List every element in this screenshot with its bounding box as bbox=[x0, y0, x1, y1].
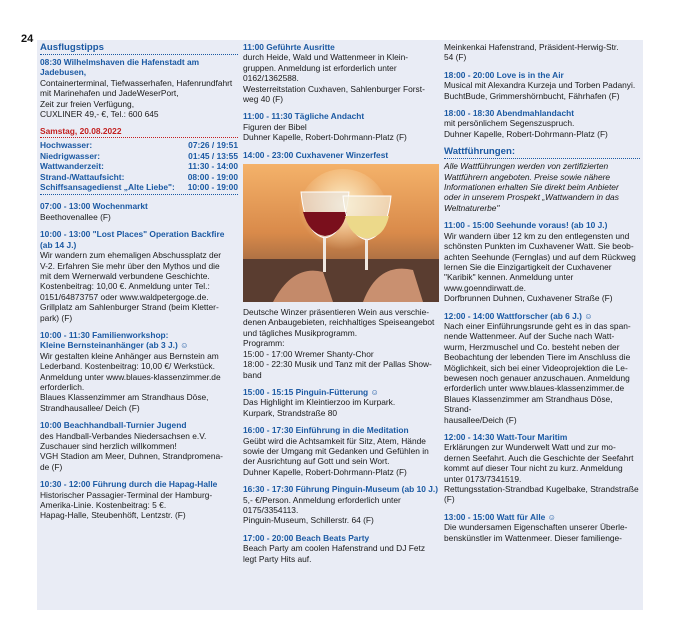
event-title: 17:00 - 20:00 Beach Beats Party bbox=[243, 532, 370, 543]
event-title: 10:30 - 12:00 Führung durch die Hapag-Halle bbox=[40, 479, 218, 490]
event-title: 14:00 - 23:00 Cuxhavener Winzerfest bbox=[243, 149, 389, 160]
event-body: Deutsche Winzer präsentieren Wein aus verschie- denen Anbaugebieten, reichhaltiges Speiseangebot und tägliches Musikprogramm. Programm: 15:00 - 17:00 Wremer Shanty-Chor 18:00 - 22:30 Musik und Tanz mit der Pallas Show- band bbox=[243, 307, 435, 380]
event-body: des Handball-Verbandes Niedersachsen e.V. Zuschauer sind herzlich willkommen! VGH Stadion am Meer, Duhnen, Strandpromena- de (F) bbox=[40, 430, 223, 472]
event-title: 10:00 - 11:30 Familienworkshop: Kleine Bernsteinanhänger (ab 3 J.) ☺ bbox=[40, 329, 189, 351]
event-body: 5,- €/Person. Anmeldung erforderlich unter 0175/3354113. Pinguin-Museum, Schillerstr. 64 (F) bbox=[243, 494, 401, 526]
section-intro: Alle Wattführungen werden von zertifizierten Wattführern angeboten. Preise sowie nähere Informationen erhalten Sie direkt beim Anbieter oder in unserem Prospekt „Wattwandern in das Weltnaturerbe" bbox=[444, 161, 619, 213]
event-title: 10:00 Beachhandball-Turnier Jugend bbox=[40, 420, 187, 431]
event-body: Beethovenallee (F) bbox=[40, 211, 111, 222]
tide-row: Strand-/Wattaufsicht: 08:00 - 19:00 bbox=[40, 171, 238, 182]
event-body: Figuren der Bibel Duhner Kapelle, Robert-Dohrmann-Platz (F) bbox=[243, 121, 407, 143]
event-title: 15:00 - 15:15 Pinguin-Fütterung ☺ bbox=[243, 386, 380, 397]
event-body: Wir wandern über 12 km zu den entlegensten und schönsten Punkten im Cuxhavener Watt. Sie beob- achten Seehunde (Fernglas) und auf dem Rückweg lernen Sie die Einzigartigkeit der Cuxhavener "Karibik" kennen. Anmeldung unter www.goenndirwatt.de. Dorfbrunnen Duhnen, Cuxhavener Straße (F) bbox=[444, 230, 636, 304]
event-title: 18:00 - 18:30 Abendmahlandacht bbox=[444, 108, 575, 119]
event-body: Wir gestalten kleine Anhänger aus Bernstein am Lederband. Kostenbeitrag: 10,00 €/ Werkstück. Anmeldung unter www.blaues-klassenzimmer.de erforderlich. Blaues Klassenzimmer am Strandhaus Döse, Strandhausallee/ Deich (F) bbox=[40, 350, 221, 413]
event-title: 11:00 - 11:30 Tägliche Andacht bbox=[243, 111, 365, 122]
section-title-ausflugstipps: Ausflugstipps bbox=[40, 42, 238, 55]
tide-row: Niedrigwasser: 01:45 / 13:55 bbox=[40, 150, 238, 161]
event-body: Nach einer Einführungsrunde geht es in das span- nende Wattenmeer. Auf der Suche nach Watt- wurm, Herzmuschel und Co. besteht neben der Beobachtung der lebenden Tiere im Anschluss die Möglichkeit, sich bei einer Videoprojektion die Le- bewesen noch genauer anzuschauen. Anmeldung erforderlich unter www.blaues-klassenzimmer.de Blaues Klassenzimmer am Strandhaus Döse, Strand- hausallee/Deich (F) bbox=[444, 320, 631, 425]
event-title: 12:00 - 14:00 Wattforscher (ab 6 J.) ☺ bbox=[444, 310, 593, 321]
tide-row: Hochwasser: 07:26 / 19:51 bbox=[40, 140, 238, 151]
tide-row: Schiffsansagedienst „Alte Liebe": 10:00 - 19:00 bbox=[40, 182, 238, 193]
event-body: Das Highlight im Kleintierzoo im Kurpark. Kurpark, Strandstraße 80 bbox=[243, 397, 396, 418]
event-title: 07:00 - 13:00 Wochenmarkt bbox=[40, 201, 148, 212]
event-title: 10:00 - 13:00 "Lost Places" Operation Backfire (ab 14 J.) bbox=[40, 229, 225, 250]
event-title: 11:00 Geführte Ausritte bbox=[243, 42, 335, 52]
event-body: Musical mit Alexandra Kurzeja und Torben Padanyi. BuchtBude, Grimmershörnbucht, Fährhafen (F) bbox=[444, 80, 636, 101]
event-body: Wir wandern zum ehemaligen Abschussplatz der V-2. Erfahren Sie mehr über den Mythos und die mit dem Wernerwald verbundene Geschichte. Kostenbeitrag: 10,00 €. Anmeldung unter Tel.: 0151/64873757 oder www.waldpetergoge.de. Grillplatz am Sahlenburger Strand (beim Kletter- park) (F) bbox=[40, 250, 222, 323]
event-title: 16:00 - 17:30 Einführung in die Meditation bbox=[243, 425, 409, 436]
event-body: Die wundersamen Eigenschaften unserer Überle- benskünstler im Wattenmeer. Dieser familienge- bbox=[444, 522, 628, 543]
event-body: Meinkenkai Hafenstrand, Präsident-Herwig-Str. 54 (F) bbox=[444, 42, 619, 63]
tide-table bbox=[40, 138, 238, 195]
page-number: 24 bbox=[21, 33, 34, 45]
event-title: 08:30 Wilhelmshaven die Hafenstadt am Jadebusen, bbox=[40, 57, 200, 78]
event-title: 16:30 - 17:30 Führung Pinguin-Museum (ab 10 J.) bbox=[243, 484, 438, 495]
event-title: 13:00 - 15:00 Watt für Alle ☺ bbox=[444, 511, 557, 522]
event-title: 11:00 - 15:00 Seehunde voraus! (ab 10 J.) bbox=[444, 220, 608, 231]
column-1 bbox=[37, 40, 241, 610]
event-body: Containerterminal, Tiefwasserhafen, Hafenrundfahrt mit Marinehafen und JadeWeserPort, Zeit zur freien Verfügung, CUXLINER 49,- €, Tel.: 600 645 bbox=[40, 77, 233, 120]
wine-glasses-photo bbox=[243, 164, 439, 302]
event-body: Historischer Passagier-Terminal der Hamburg- Amerika-Linie. Kostenbeitrag: 5 €. Hapag-Halle, Steubenhöft, Lentzstr. (F) bbox=[40, 489, 213, 521]
event-title: 12:00 - 14:30 Watt-Tour Maritim bbox=[444, 432, 568, 442]
date-heading: Samstag, 20.08.2022 bbox=[40, 126, 238, 138]
section-title-wattfuehrungen: Wattführungen: bbox=[444, 146, 640, 159]
column-3 bbox=[441, 40, 643, 610]
tide-row: Wattwanderzeit: 11:30 - 14:00 bbox=[40, 161, 238, 172]
event-body: Geübt wird die Achtsamkeit für Sitz, Atem, Hände sowie der Umgang mit Gedanken und Gefühlen in der Ausrichtung auf Gott und sein Wort. Duhner Kapelle, Robert-Dohrmann-Platz (F) bbox=[243, 435, 429, 477]
event-body: mit persönlichem Segenszuspruch. Duhner Kapelle, Robert-Dohrmann-Platz (F) bbox=[444, 118, 608, 139]
column-2 bbox=[240, 40, 442, 610]
event-body: Beach Party am coolen Hafenstrand und DJ Fetz legt Party Hits auf. bbox=[243, 543, 426, 564]
event-body: Erklärungen zur Wunderwelt Watt und zur mo- dernen Seefahrt. Auch die Geschichte der Seefahrt kommt auf dieser Tour nicht zu kurz. Anmeldung unter 0173/7341519. Rettungsstation-Strandbad Kugelbake, Strandstraße (F) bbox=[444, 442, 639, 505]
event-body: durch Heide, Wald und Wattenmeer in Klein- gruppen. Anmeldung ist erforderlich unter 0162/1362588. Westerreitstation Cuxhaven, Sahlenburger Forst- weg 40 (F) bbox=[243, 52, 425, 105]
event-title: 18:00 - 20:00 Love is in the Air bbox=[444, 69, 564, 80]
